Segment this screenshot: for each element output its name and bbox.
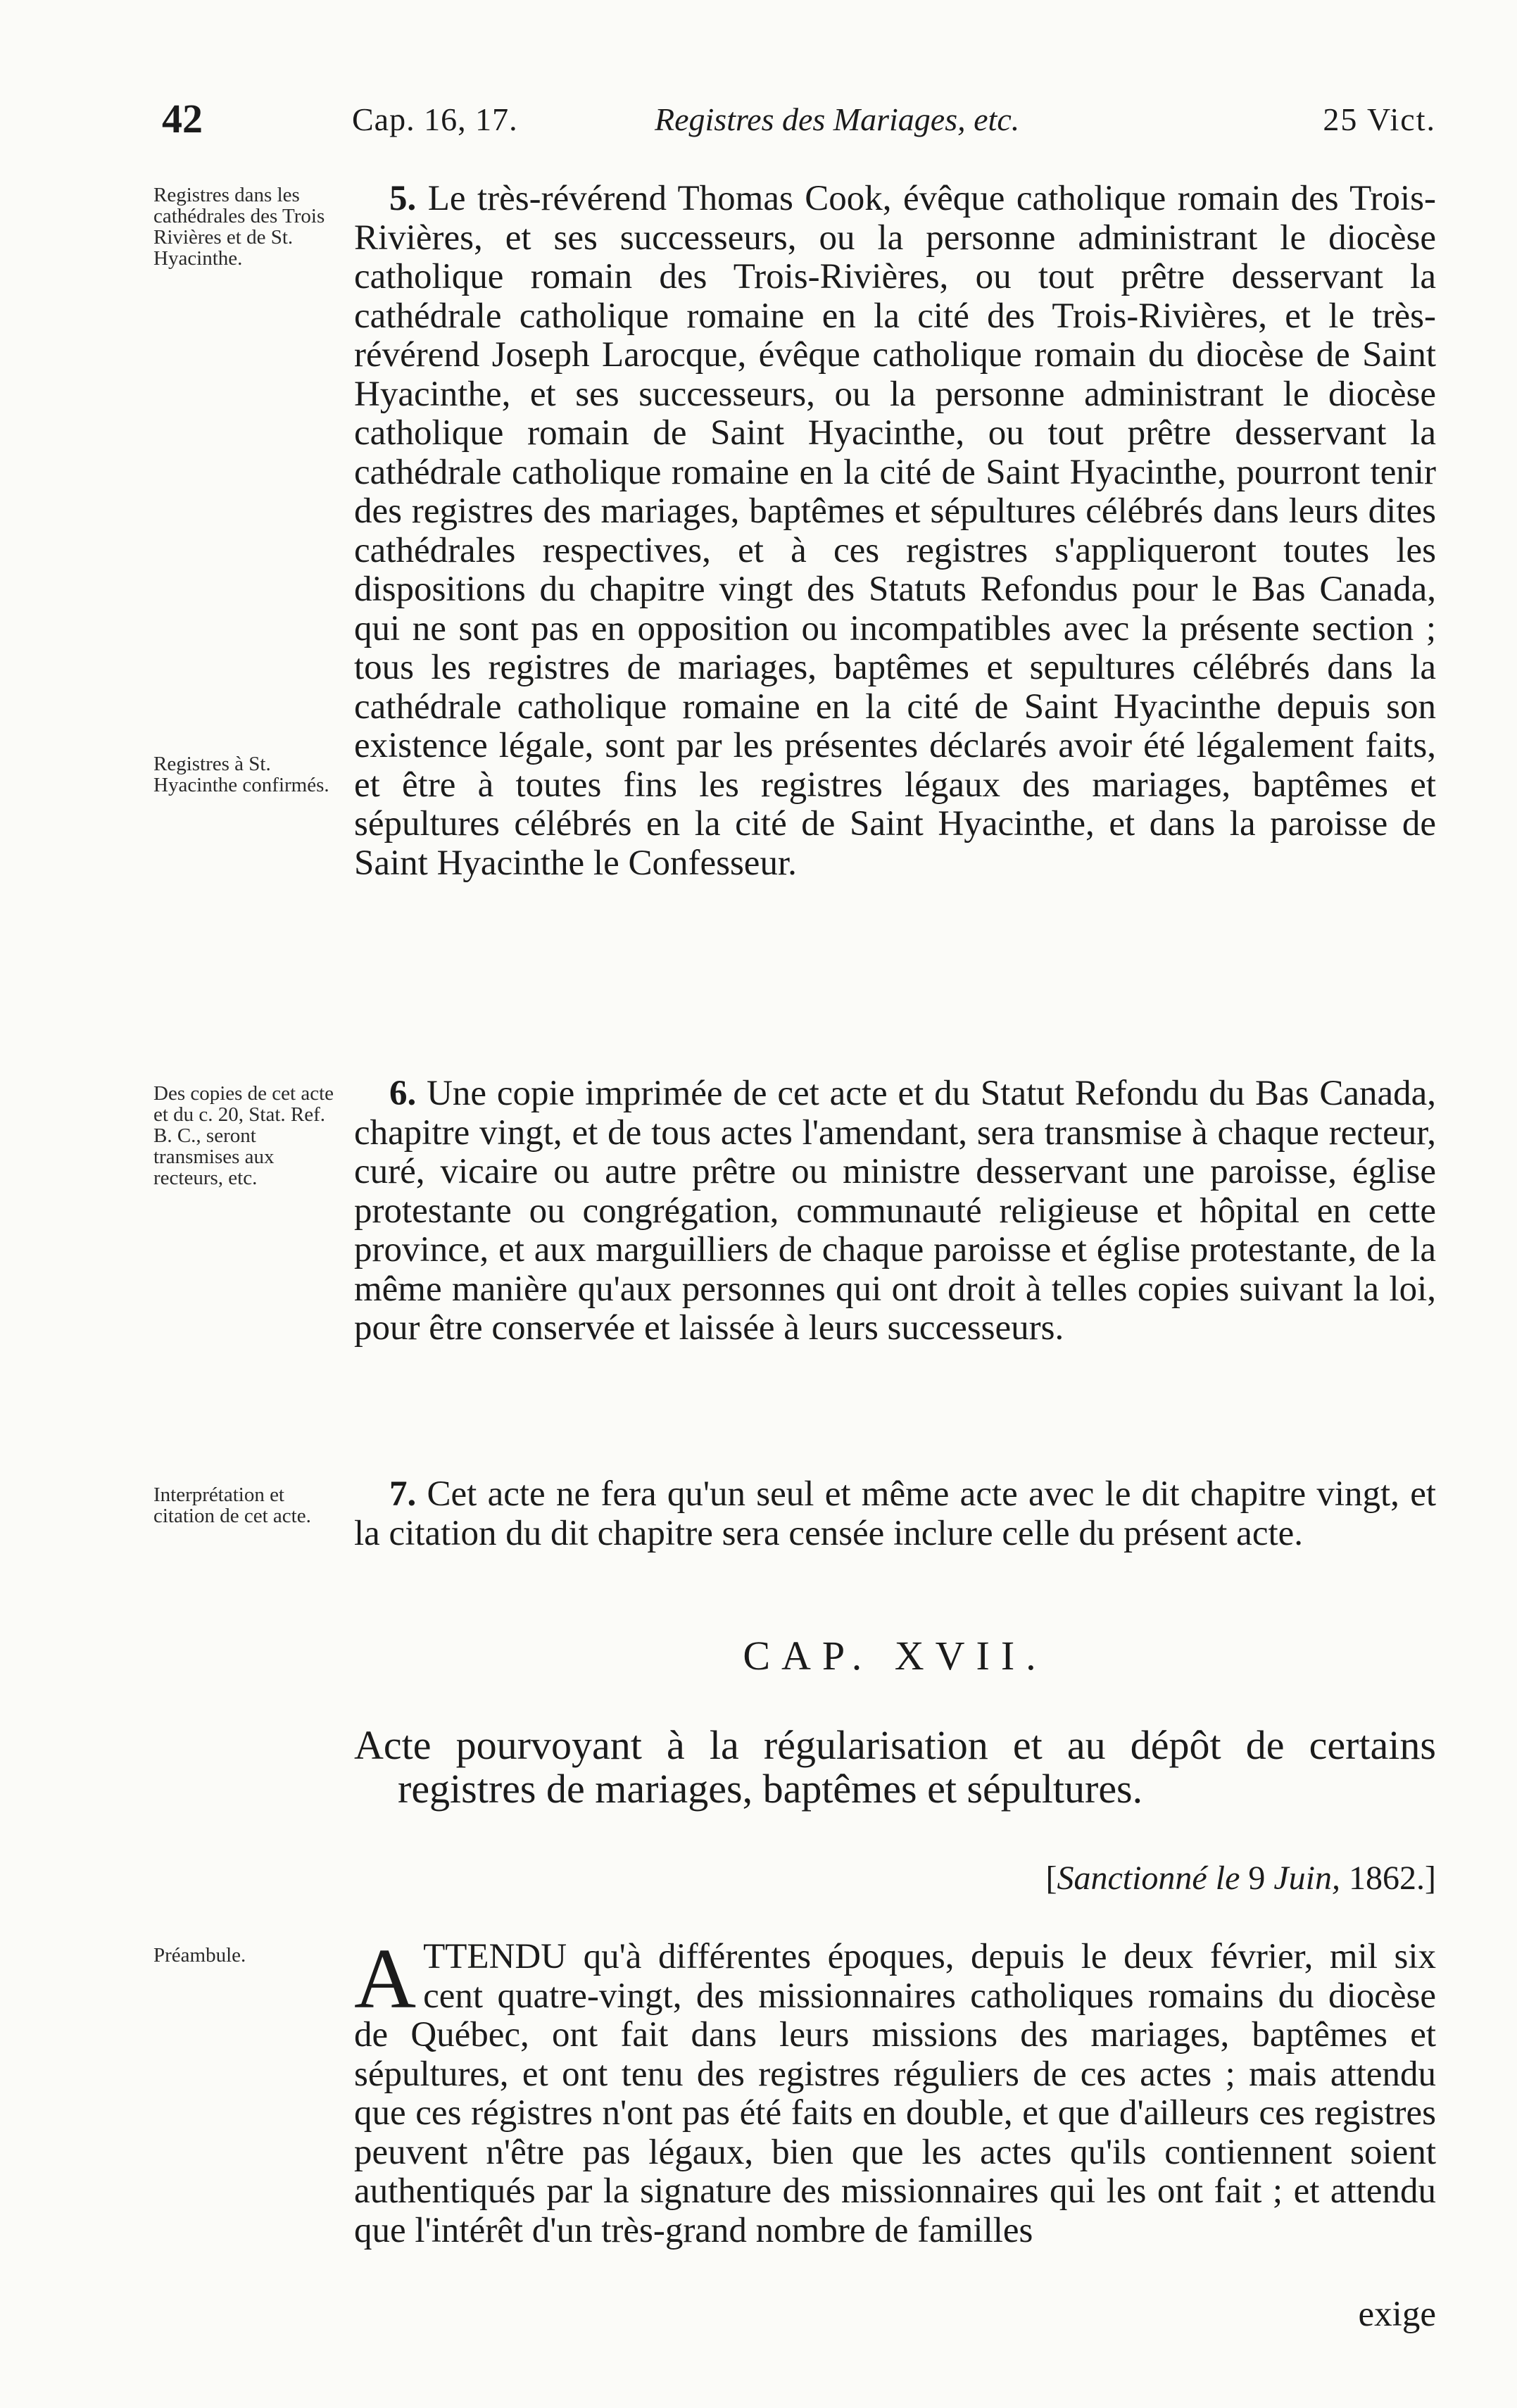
header-session: 25 Vict.	[1323, 101, 1436, 137]
margin-note-interpretation: Interprétation et citation de cet acte.	[153, 1484, 311, 1527]
sanction-year: 1862.	[1349, 1860, 1425, 1897]
sanction-month: Juin,	[1273, 1860, 1341, 1897]
margin-note-registres-confirmes: Registres à St. Hyacinthe confirmés.	[153, 753, 329, 796]
header-title: Registres des Mariages, etc.	[655, 101, 1020, 137]
sanction-open-bracket: [	[1045, 1860, 1057, 1897]
running-header	[162, 95, 1436, 158]
section-number: 5.	[389, 179, 417, 218]
sanction-label: Sanctionné le	[1057, 1860, 1240, 1897]
margin-note-registres-cathedrales: Registres dans les cathédrales des Trois Rivières et de St. Hyacinthe.	[153, 184, 325, 270]
act-title: Acte pourvoyant à la régularisation et au dépôt de certains registres de mariages, baptêmes et sépultures.	[354, 1722, 1436, 1812]
section-text: Le très-révérend Thomas Cook, évêque catholique romain des Trois-Rivières, et ses successeurs, ou la personne administrant le diocèse catholique romain des Trois-Rivières, ou tout prêtre desservant la cathédrale catholique romaine en la cité des Trois-Rivières, et le très-révérend Joseph Larocque, évêque catholique romain du diocèse de Saint Hyacinthe, et ses successeurs, ou la personne administrant le diocèse catholique romain de Saint Hyacinthe, ou tout prêtre desservant la cathédrale catholique romaine en la cité de Saint Hyacinthe, pourront tenir des registres des mariages, baptêmes et sépultures célébrés dans leurs dites cathédrales respectives, et à ces registres s'appliqueront toutes les dispositions du chapitre vingt des Statuts Refondus pour le Bas Canada, qui ne sont pas en opposition ou incompatibles avec la présente section ; tous les registres de mariages, baptêmes et sepultures célébrés dans la cathédrale catholique romaine en la cité de Saint Hyacinthe depuis son existence légale, sont par les présentes déclarés avoir été légalement faits, et être à toutes fins les registres légaux des mariages, baptêmes et sépultures célébrés en la cité de Saint Hyacinthe, et dans la paroisse de Saint Hyacinthe le Confesseur.	[354, 179, 1437, 883]
chapter-heading: CAP. XVII.	[743, 1633, 1047, 1679]
sanction-day: 9	[1248, 1860, 1266, 1897]
section-text: Cet acte ne fera qu'un seul et même acte avec le dit chapitre vingt, et la citation du dit chapitre sera censée inclure celle du présent acte.	[354, 1474, 1436, 1553]
section-number: 6.	[389, 1074, 417, 1113]
header-chapter: Cap. 16, 17.	[352, 101, 518, 137]
preamble-text: TTENDU qu'à différentes époques, depuis le deux février, mil six cent quatre-vingt, des missionnaires catholiques romains du diocèse de Québec, ont fait dans leurs missions des mariages, baptêmes et sépultures, et ont tenu des registres réguliers de ces actes ; mais attendu que ces régistres n'ont pas été faits en double, et que d'ailleurs ces registres peuvent n'être pas légaux, bien que les actes qu'ils contiennent soient authentiqués par la signature des missionnaires qui les ont fait ; et attendu que l'intérêt d'un très-grand nombre de familles	[354, 1937, 1436, 2250]
sanction-date	[1045, 1859, 1436, 1898]
section-7	[354, 1475, 1436, 1553]
section-5	[354, 180, 1436, 883]
page-number: 42	[162, 96, 203, 142]
margin-note-preambule: Préambule.	[153, 1944, 246, 1967]
catchword: exige	[1358, 2295, 1436, 2334]
drop-cap: A	[354, 1931, 417, 2026]
sanction-close-bracket: ]	[1425, 1860, 1436, 1897]
section-text: Une copie imprimée de cet acte et du Statut Refondu du Bas Canada, chapitre vingt, et de tous actes l'amendant, sera transmise à chaque recteur, curé, vicaire ou autre prêtre ou ministre desservant une paroisse, église protestante ou congrégation, communauté religieuse et hôpital en cette province, et aux marguilliers de chaque paroisse et église protestante, de la même manière qu'aux personnes qui ont droit à telles copies suivant la loi, pour être conservée et laissée à leurs successeurs.	[354, 1074, 1437, 1348]
margin-note-copies-transmises: Des copies de cet acte et du c. 20, Stat. Ref. B. C., seront transmises aux recteurs, etc.	[153, 1082, 334, 1189]
section-6	[354, 1074, 1436, 1348]
section-number: 7.	[389, 1474, 417, 1514]
preamble	[354, 1931, 1436, 2250]
